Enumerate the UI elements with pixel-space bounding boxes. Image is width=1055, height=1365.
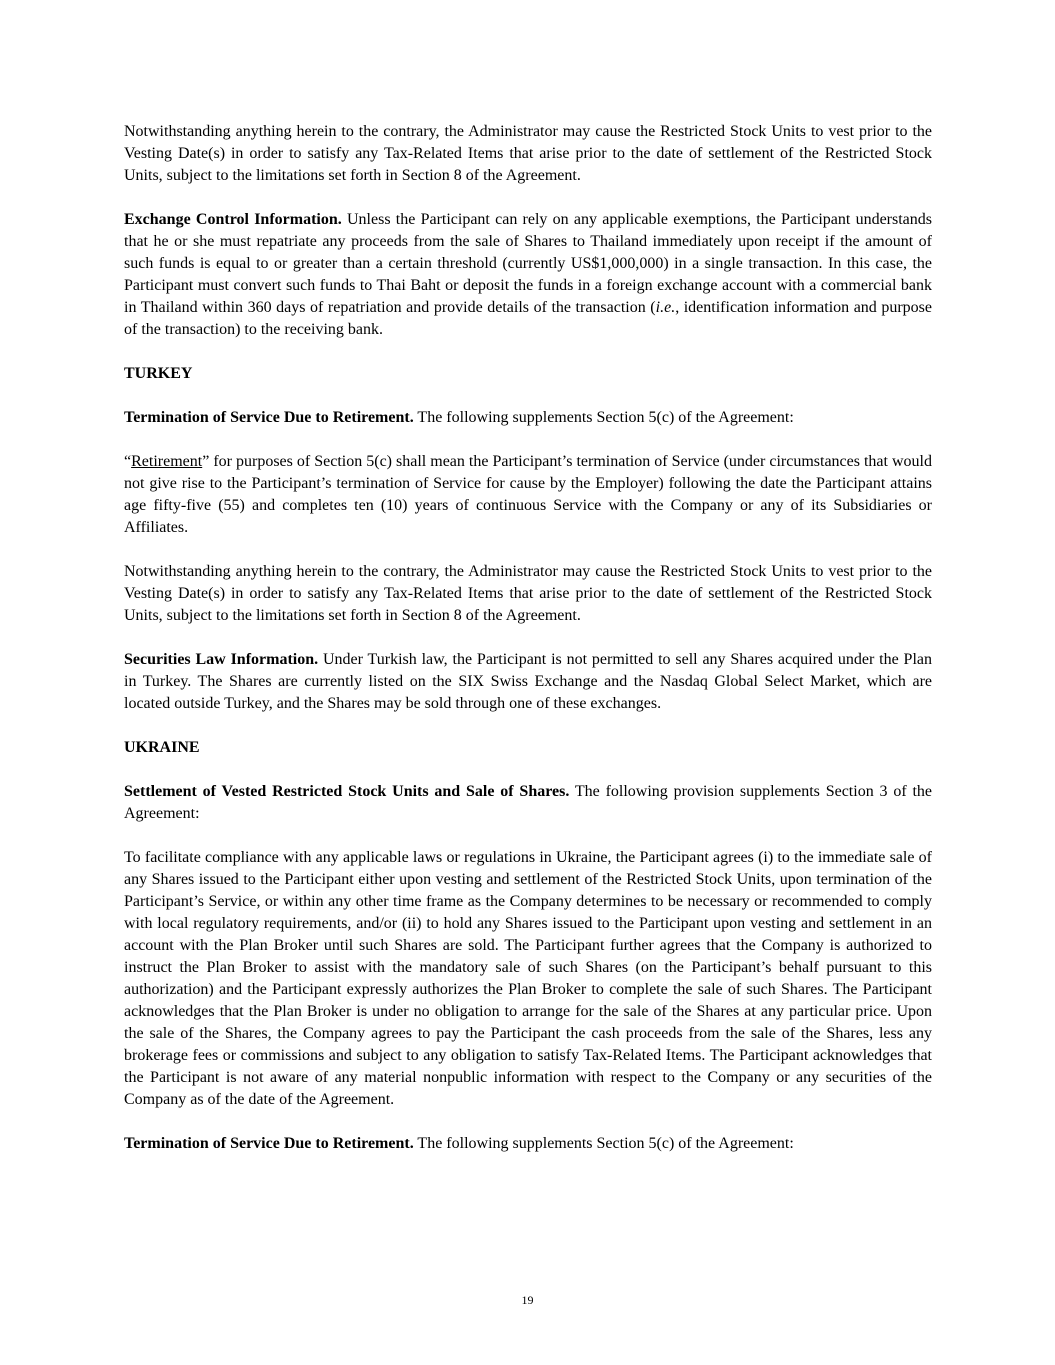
paragraph xyxy=(124,451,932,539)
document-body xyxy=(124,121,932,1155)
text-segment: Settlement of Vested Restricted Stock Units and Sale of Shares. xyxy=(124,783,570,800)
paragraph xyxy=(124,209,932,341)
section-heading xyxy=(124,363,932,385)
text-segment: Termination of Service Due to Retirement. xyxy=(124,1135,414,1152)
paragraph xyxy=(124,1133,932,1155)
text-segment: The following supplements Section 5(c) of the Agreement: xyxy=(413,409,794,426)
text-segment: Notwithstanding anything herein to the contrary, the Administrator may cause the Restricted Stock Units to vest prior to the Vesting Date(s) in order to satisfy any Tax-Related Items that arise prior to the date of settlement of the Restricted Stock Units, subject to the limitations set forth in Section 8 of the Agreement. xyxy=(124,563,932,624)
text-segment: Unless the Participant can rely on any applicable exemptions, the Participant understands that he or she must repatriate any proceeds from the sale of Shares to Thailand immediately upon receipt if the amount of such funds is equal to or greater than a certain threshold (currently US$1,000,000) in a single transaction. In this case, the Participant must convert such funds to Thai Baht or deposit the funds in a foreign exchange account with a commercial bank in Thailand within 360 days of repatriation and provide details of the transaction ( xyxy=(124,211,933,316)
text-segment: Retirement xyxy=(131,453,203,470)
paragraph xyxy=(124,847,932,1111)
text-segment: Notwithstanding anything herein to the contrary, the Administrator may cause the Restricted Stock Units to vest prior to the Vesting Date(s) in order to satisfy any Tax-Related Items that arise prior to the date of settlement of the Restricted Stock Units, subject to the limitations set forth in Section 8 of the Agreement. xyxy=(124,123,932,184)
paragraph xyxy=(124,121,932,187)
paragraph xyxy=(124,407,932,429)
paragraph xyxy=(124,649,932,715)
text-segment: Exchange Control Information. xyxy=(124,211,342,228)
page-number: 19 xyxy=(521,1293,534,1307)
text-segment: TURKEY xyxy=(124,365,193,382)
paragraph xyxy=(124,561,932,627)
text-segment: The following provision supplements Section 3 of the Agreement: xyxy=(124,783,933,822)
text-segment: UKRAINE xyxy=(124,739,200,756)
text-segment: “ xyxy=(124,453,132,470)
text-segment: Under Turkish law, the Participant is not permitted to sell any Shares acquired under the Plan in Turkey. The Shares are currently listed on the SIX Swiss Exchange and the Nasdaq Global Select Market, which are located outside Turkey, and the Shares may be sold through one of these exchanges. xyxy=(124,651,932,712)
text-segment: Securities Law Information. xyxy=(124,651,319,668)
text-segment: i.e. xyxy=(655,299,676,316)
paragraph xyxy=(124,781,932,825)
text-segment: , identification information and purpose of the transaction) to the receiving bank. xyxy=(124,299,932,338)
text-segment: To facilitate compliance with any applicable laws or regulations in Ukraine, the Participant agrees (i) to the immediate sale of any Shares issued to the Participant either upon vesting and settlement of the Restricted Stock Units, upon termination of the Participant’s Service, or within any other time frame as the Company determines to be necessary or recommended to comply with local regulatory requirements, and/or (ii) to hold any Shares issued to the Participant upon vesting and settlement in an account with the Plan Broker until such Shares are sold. The Participant further agrees that the Company is authorized to instruct the Plan Broker to assist with the mandatory sale of such Shares (on the Participant’s behalf pursuant to this authorization) and the Participant expressly authorizes the Plan Broker to complete the sale of such Shares. The Participant acknowledges that the Plan Broker is under no obligation to arrange for the sale of the Shares at any particular price. Upon the sale of the Shares, the Company agrees to pay the Participant the cash proceeds from the sale of the Shares, less any brokerage fees or commissions and subject to any obligation to satisfy Tax-Related Items. The Participant acknowledges that the Participant is not aware of any material nonpublic information with respect to the Company or any securities of the Company as of the date of the Agreement. xyxy=(124,849,932,1108)
section-heading xyxy=(124,737,932,759)
text-segment: Termination of Service Due to Retirement. xyxy=(124,409,414,426)
text-segment: ” for purposes of Section 5(c) shall mean the Participant’s termination of Service (under circumstances that would not give rise to the Participant’s termination of Service for cause by the Employer) following the date the Participant attains age fifty-five (55) and completes ten (10) years of continuous Service with the Company or any of its Subsidiaries or Affiliates. xyxy=(124,453,932,536)
text-segment: The following supplements Section 5(c) of the Agreement: xyxy=(413,1135,794,1152)
